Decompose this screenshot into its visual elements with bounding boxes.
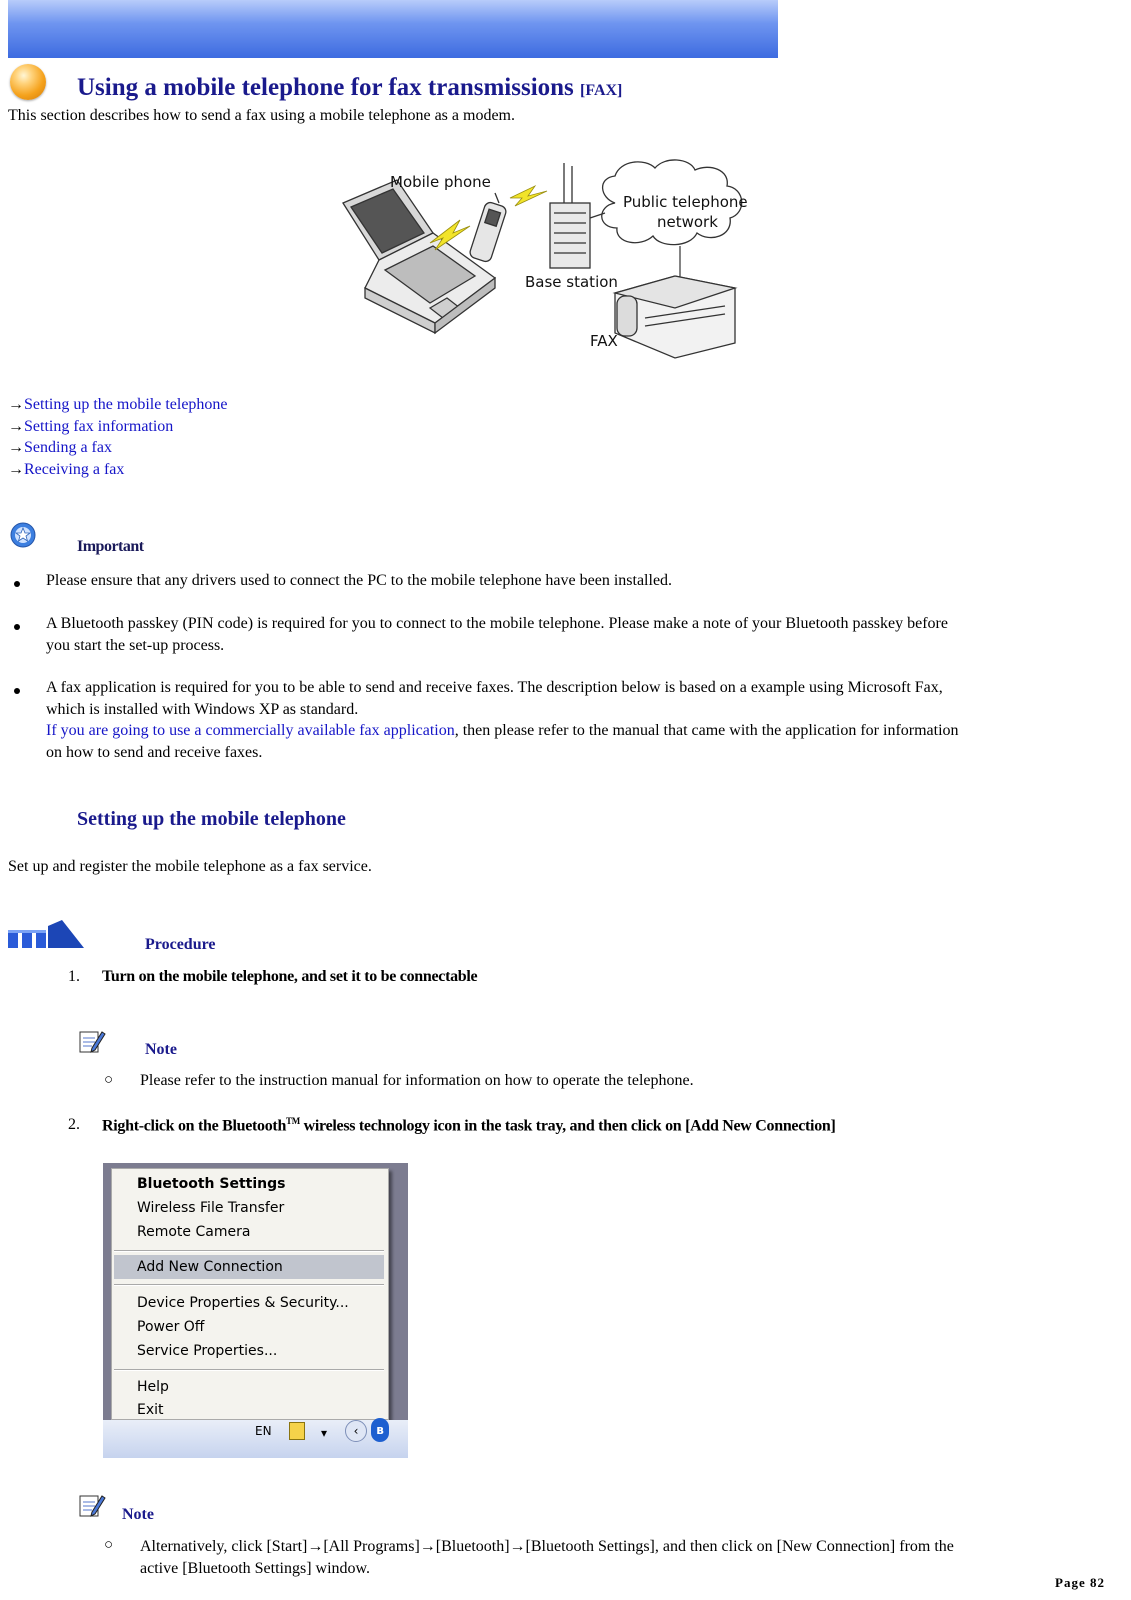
note-2-text: Alternatively, click [Start]→[All Programs]→[Bluetooth]→[Bluetooth Settings], and then click on [New Connection] from the active [Bluetooth Settings] window. <box>140 1538 954 1577</box>
title-tag: [FAX] <box>580 82 623 99</box>
circle-bullet: ○ <box>104 1537 114 1553</box>
circle-bullet: ○ <box>104 1072 114 1088</box>
menu-item-remote-camera[interactable]: Remote Camera <box>137 1224 251 1240</box>
label-mobile-phone: Mobile phone <box>390 173 491 191</box>
important-item-1: Please ensure that any drivers used to connect the PC to the mobile telephone have been installed. <box>46 572 673 589</box>
toc-item-fax-info[interactable]: →Setting fax information <box>8 418 174 435</box>
bullet <box>14 624 20 630</box>
menu-item-bluetooth-settings[interactable]: Bluetooth Settings <box>137 1176 286 1192</box>
menu-item-help[interactable]: Help <box>137 1379 169 1395</box>
toc-item-receiving[interactable]: →Receiving a fax <box>8 461 125 478</box>
label-public-network-1: Public telephone <box>623 193 748 211</box>
bluetooth-icon[interactable]: ʙ <box>371 1418 389 1442</box>
procedure-arrow-icon <box>8 920 84 950</box>
toc-link[interactable]: Receiving a fax <box>24 461 125 478</box>
note-2-heading: Note <box>122 1506 154 1523</box>
note-1-text: Please refer to the instruction manual for information on how to operate the telephone. <box>140 1072 694 1089</box>
step-2-number: 2. <box>68 1116 80 1133</box>
commercial-fax-link[interactable]: If you are going to use a commercially available fax application <box>46 722 455 739</box>
note-1-heading: Note <box>145 1041 177 1058</box>
menu-item-power-off[interactable]: Power Off <box>137 1319 205 1335</box>
important-star-icon <box>10 522 36 548</box>
bullet <box>14 688 20 694</box>
menu-item-exit[interactable]: Exit <box>137 1402 164 1418</box>
note-pencil-icon <box>78 1028 106 1054</box>
procedure-heading: Procedure <box>145 936 216 953</box>
page-number: Page 82 <box>1055 1575 1105 1590</box>
toc-item-sending[interactable]: →Sending a fax <box>8 439 112 456</box>
step-1-text: Turn on the mobile telephone, and set it to be connectable <box>102 968 478 985</box>
menu-separator <box>114 1250 384 1252</box>
label-public-network-2: network <box>657 213 718 231</box>
fax-diagram <box>335 158 795 368</box>
menu-item-service-properties[interactable]: Service Properties... <box>137 1343 278 1359</box>
bullet <box>14 581 20 587</box>
menu-item-add-new-connection[interactable]: Add New Connection <box>137 1259 283 1275</box>
label-fax: FAX <box>590 332 618 350</box>
step-2-text: Right-click on the Bluetooth™ wireless technology icon in the task tray, and then click on [Add New Connection] <box>102 1116 836 1135</box>
tray-expand-icon[interactable]: ‹ <box>345 1420 367 1442</box>
toc-link[interactable]: Setting fax information <box>24 418 174 435</box>
base-station-illustration <box>550 163 590 268</box>
menu-item-wireless-file-transfer[interactable]: Wireless File Transfer <box>137 1200 285 1216</box>
bluetooth-context-menu-screenshot <box>103 1163 408 1458</box>
section-intro: Set up and register the mobile telephone as a fax service. <box>8 858 372 875</box>
important-item-3: A fax application is required for you to be able to send and receive faxes. The description below is based on a example using Microsoft Fax, which is installed with Windows XP as standard. If you are going to use a commercially available fax application, then please refer to the manual that came with the application for information on how to send and receive faxes. <box>46 679 959 761</box>
toc-item-setup[interactable]: →Setting up the mobile telephone <box>8 396 228 413</box>
important-heading: Important <box>77 538 144 555</box>
chevron-down-icon[interactable]: ▾ <box>321 1426 328 1440</box>
menu-separator <box>114 1284 384 1286</box>
toc-link[interactable]: Setting up the mobile telephone <box>24 396 228 413</box>
task-tray <box>103 1420 408 1458</box>
intro-text: This section describes how to send a fax using a mobile telephone as a modem. <box>8 107 515 124</box>
section-heading: Setting up the mobile telephone <box>77 808 346 830</box>
fax-machine-illustration <box>615 276 735 358</box>
wireless-bolt-icon-2 <box>510 186 547 206</box>
tray-language[interactable]: EN <box>255 1424 272 1438</box>
menu-separator <box>114 1369 384 1371</box>
header-banner <box>8 0 778 58</box>
page-title: Using a mobile telephone for fax transmissions [FAX] <box>77 74 623 101</box>
section-bullet-icon <box>10 64 46 100</box>
note-pencil-icon <box>78 1492 106 1518</box>
toc-link[interactable]: Sending a fax <box>24 439 112 456</box>
help-icon[interactable] <box>289 1422 305 1440</box>
step-1-number: 1. <box>68 968 80 985</box>
menu-item-device-properties[interactable]: Device Properties & Security... <box>137 1295 349 1311</box>
important-item-2: A Bluetooth passkey (PIN code) is required for you to connect to the mobile telephone. Please make a note of your Bluetooth passkey before you start the set-up process. <box>46 615 948 654</box>
label-base-station: Base station <box>525 273 618 291</box>
context-menu <box>111 1168 389 1420</box>
mobile-phone-illustration <box>469 193 508 263</box>
